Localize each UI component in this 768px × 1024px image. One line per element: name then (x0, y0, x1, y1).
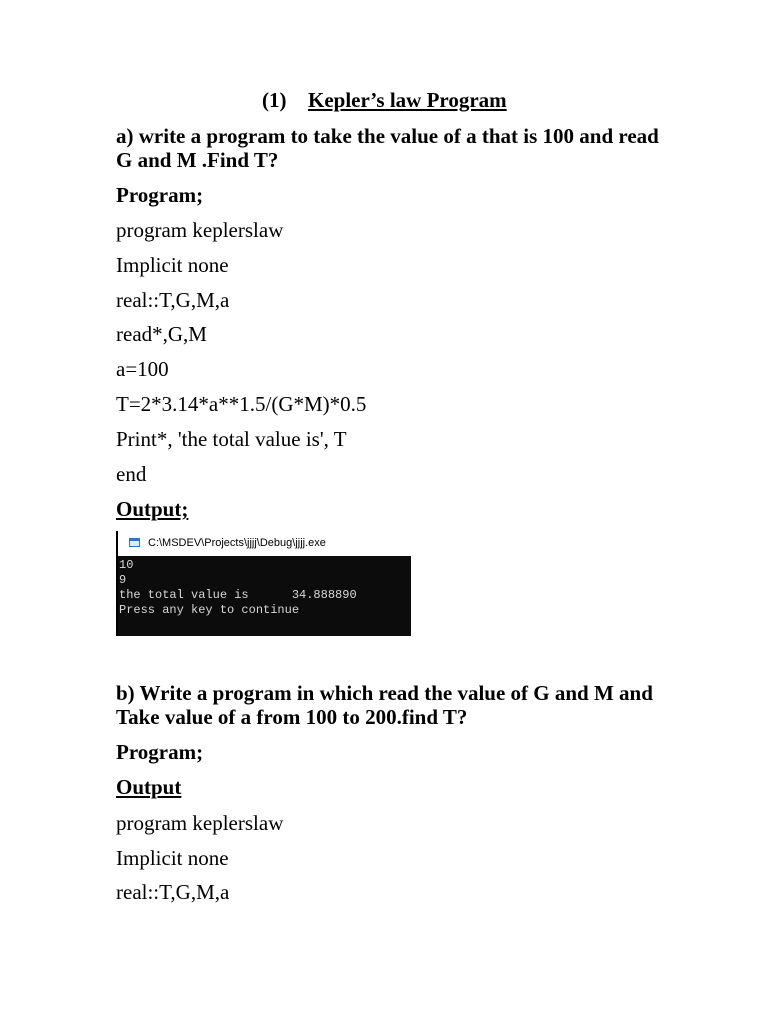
section-title: Kepler’s law Program (308, 88, 507, 112)
code-line: Implicit none (116, 253, 229, 277)
code-line: program keplerslaw (116, 218, 284, 242)
console-line: Press any key to continue (119, 603, 300, 617)
code-line: T=2*3.14*a**1.5/(G*M)*0.5 (116, 392, 367, 416)
console-line: the total value is 34.888890 (119, 588, 357, 602)
console-line: 10 (119, 558, 134, 572)
output-label-a: Output; (116, 497, 189, 521)
code-line: end (116, 462, 147, 486)
console-body (118, 556, 411, 636)
code-line: real::T,G,M,a (116, 288, 230, 312)
console-titlebar (118, 531, 411, 556)
code-line: Implicit none (116, 846, 229, 870)
section-number: (1) (262, 88, 287, 112)
output-label-b: Output (116, 775, 182, 799)
console-window-screenshot (116, 531, 411, 636)
section-heading (262, 88, 507, 113)
code-line: real::T,G,M,a (116, 880, 230, 904)
console-path: C:\MSDEV\Projects\jjjj\Debug\jjjj.exe (148, 537, 326, 549)
program-label-b: Program; (116, 740, 204, 764)
question-a: a) write a program to take the value of a that is 100 and read G and M .Find T? (116, 124, 659, 172)
code-line: Print*, 'the total value is', T (116, 427, 347, 451)
question-b: b) Write a program in which read the value of G and M and Take value of a from 100 to 200.find T? (116, 681, 653, 729)
program-label-a: Program; (116, 183, 204, 207)
code-line: a=100 (116, 357, 169, 381)
console-window-icon (129, 538, 140, 547)
code-line: program keplerslaw (116, 811, 284, 835)
code-line: read*,G,M (116, 322, 207, 346)
console-line: 9 (119, 573, 127, 587)
